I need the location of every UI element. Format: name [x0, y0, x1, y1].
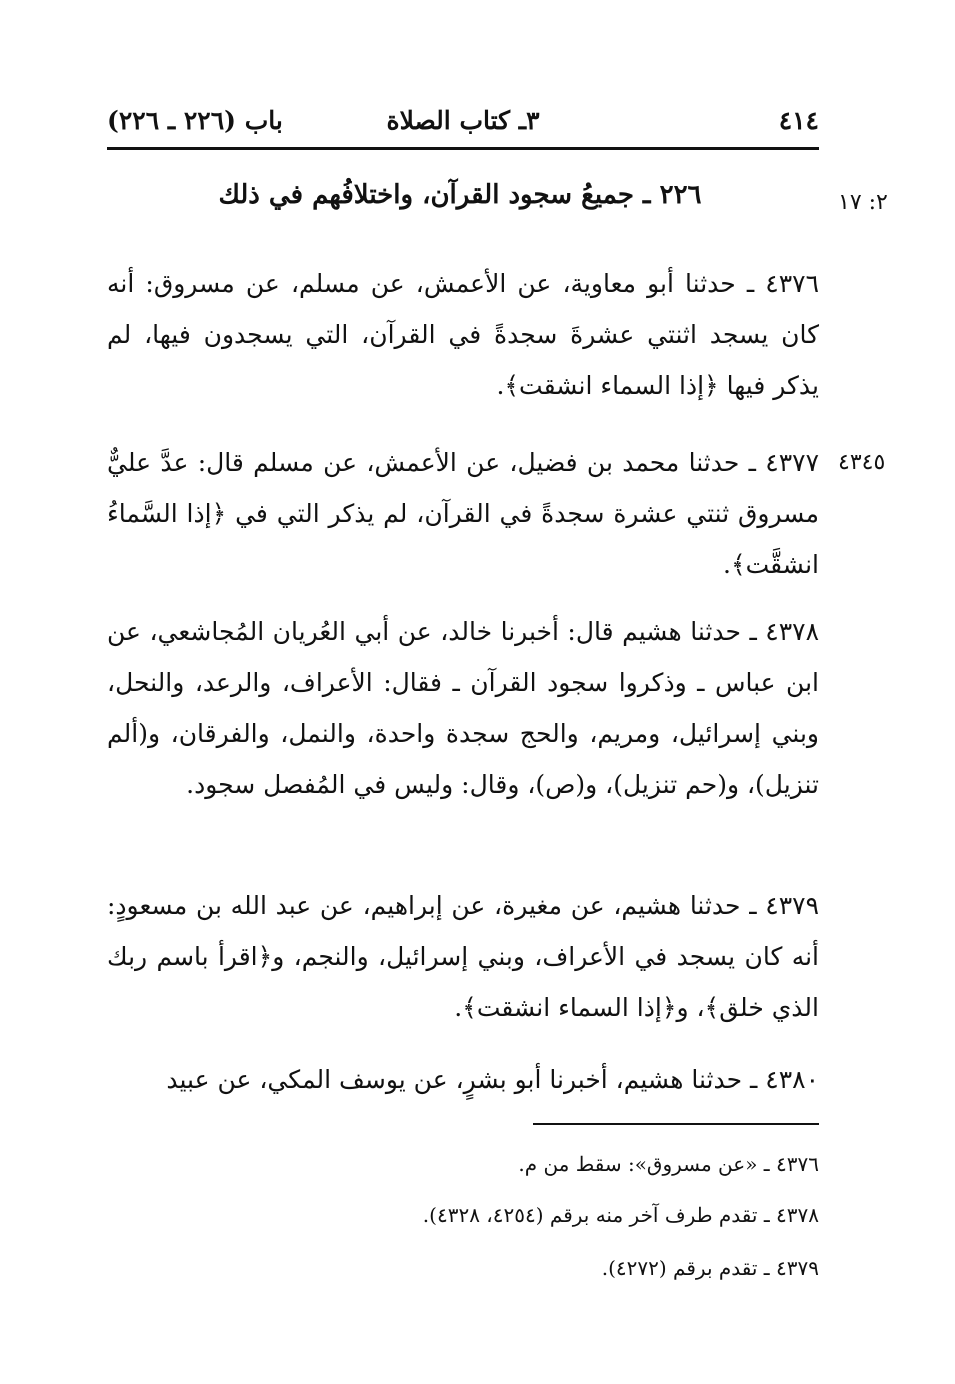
- page-number: ٤١٤: [778, 106, 819, 135]
- header-rule: [107, 147, 819, 150]
- hadith-paragraph: ٤٣٧٨ ـ حدثنا هشيم قال: أخبرنا خالد، عن أبي العُريان المُجاشعي، عن ابن عباس ـ وذكروا سجود القرآن ـ فقال: الأعراف، والرعد، والنحل، وبني إسرائيل، ومريم، والحج سجدة واحدة، والنمل، والفرقان، و(ألم تنزيل)، و(حم تنزيل)، و(ص)، وقال: وليس في المُفصل سجود.: [107, 617, 819, 799]
- running-header: [107, 100, 819, 140]
- chapter-range: باب (٢٢٦ ـ ٢٢٦): [107, 106, 283, 135]
- margin-reference: ٤٣٤٥: [838, 450, 886, 475]
- footnote: ٤٣٧٩ ـ تقدم برقم (٤٢٧٢).: [601, 1256, 819, 1280]
- book-title: ٣ـ كتاب الصلاة: [386, 106, 540, 135]
- margin-reference: ٢: ١٧: [838, 190, 888, 215]
- hadith-paragraph: ٤٣٧٧ ـ حدثنا محمد بن فضيل، عن الأعمش، عن مسلم قال: عدَّ عليٌّ مسروق ثنتي عشرة سجدةً في القرآن، لم يذكر التي في ﴿إذا السَّماءُ انشقَّت﴾.: [107, 448, 819, 579]
- hadith-paragraph: ٤٣٧٦ ـ حدثنا أبو معاوية، عن الأعمش، عن مسلم، عن مسروق: أنه كان يسجد اثنتي عشرةَ سجدةً في القرآن، التي يسجدون فيها، لم يذكر فيها ﴿إذا السماء انشقت﴾.: [107, 269, 819, 400]
- hadith-paragraph: ٤٣٨٠ ـ حدثنا هشيم، أخبرنا أبو بشرٍ، عن يوسف المكي، عن عبيد: [166, 1065, 819, 1094]
- hadith-paragraph: ٤٣٧٩ ـ حدثنا هشيم، عن مغيرة، عن إبراهيم، عن عبد الله بن مسعودٍ: أنه كان يسجد في الأعراف، وبني إسرائيل، والنجم، و﴿اقرأ باسم ربك الذي خلق﴾، و﴿إذا السماء انشقت﴾.: [107, 891, 819, 1022]
- chapter-title: ٢٢٦ ـ جميعُ سجود القرآن، واختلافُهم في ذلك: [218, 180, 702, 210]
- footnote-rule: [533, 1123, 819, 1125]
- footnote: ٤٣٧٦ ـ «عن مسروق»: سقط من م.: [518, 1152, 819, 1176]
- footnote: ٤٣٧٨ ـ تقدم طرف آخر منه برقم (٤٢٥٤، ٤٣٢٨).: [422, 1203, 819, 1227]
